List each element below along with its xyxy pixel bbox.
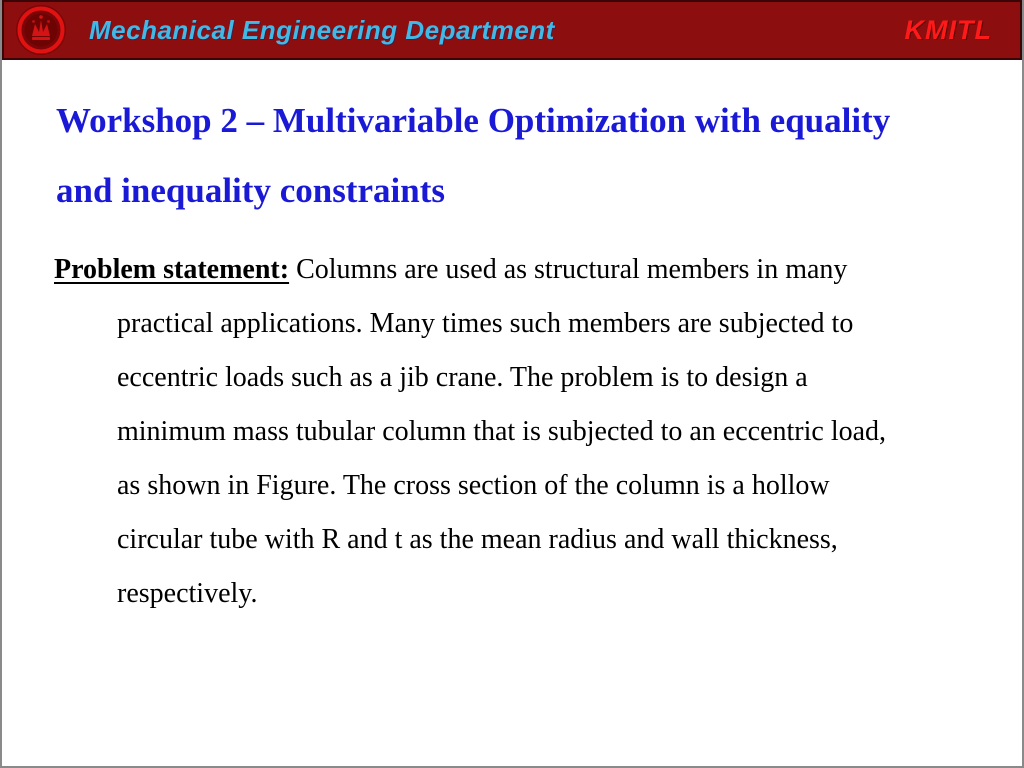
- body-line: eccentric loads such as a jib crane. The problem is to design a: [117, 362, 808, 393]
- slide-content: [2, 60, 1022, 766]
- department-name: Mechanical Engineering Department: [89, 14, 555, 45]
- body-line: practical applications. Many times such members are subjected to: [117, 308, 854, 339]
- header-bar: [2, 0, 1022, 60]
- problem-statement-label: Problem statement:: [54, 254, 290, 285]
- title-line: Workshop 2 – Multivariable Optimization with equality: [56, 101, 891, 140]
- body-line: circular tube with R and t as the mean radius and wall thickness,: [117, 524, 838, 555]
- body-line: as shown in Figure. The cross section of the column is a hollow: [117, 470, 830, 501]
- body-line: [54, 243, 970, 297]
- body-line: respectively.: [117, 578, 258, 609]
- kmitl-seal-icon: [15, 4, 67, 56]
- brand-kmitl: KMITL: [904, 14, 992, 45]
- body-text: Columns are used as structural members in many: [289, 254, 848, 285]
- slide-title: [56, 86, 970, 226]
- problem-statement-paragraph: [54, 243, 970, 621]
- title-line: and inequality constraints: [56, 171, 445, 210]
- body-line: minimum mass tubular column that is subjected to an eccentric load,: [117, 416, 887, 447]
